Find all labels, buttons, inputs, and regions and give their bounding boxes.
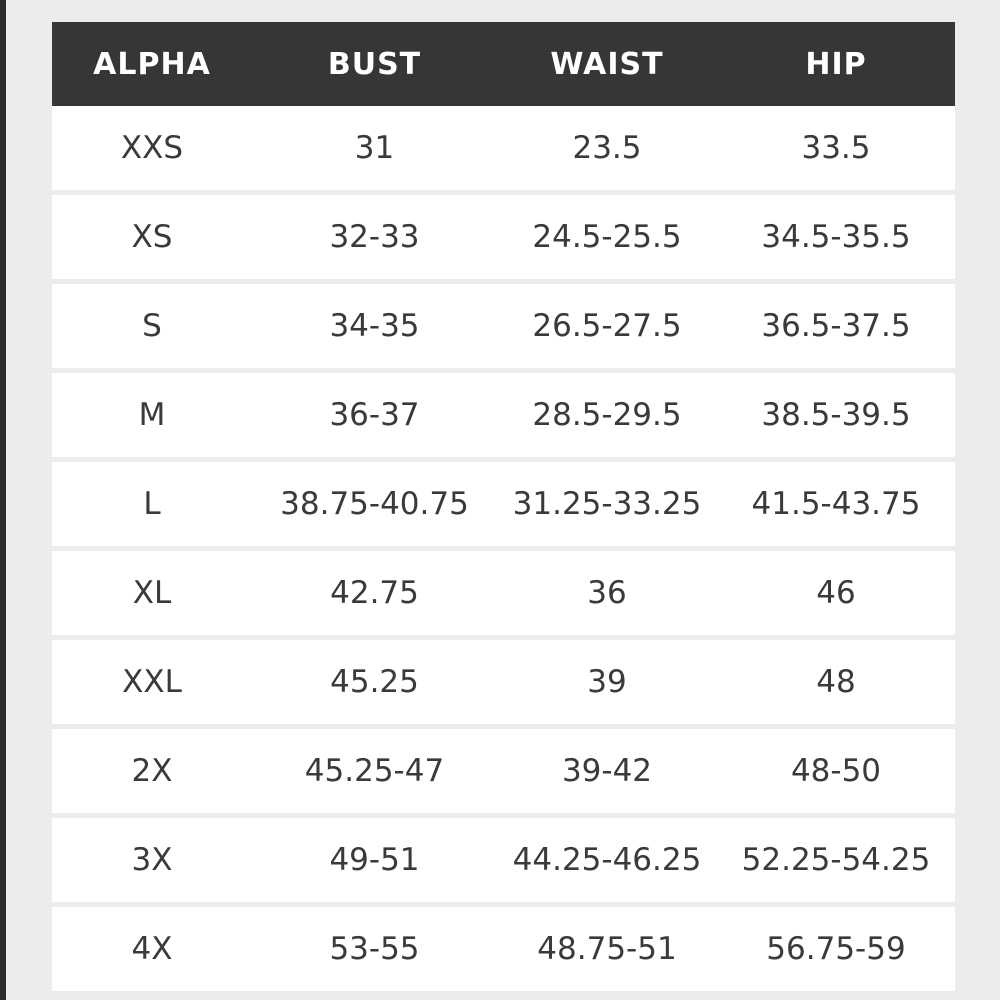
cell-alpha: XL <box>52 551 252 640</box>
cell-waist: 24.5-25.5 <box>497 195 717 284</box>
cell-waist: 39-42 <box>497 729 717 818</box>
header-hip: HIP <box>717 22 955 106</box>
cell-bust: 32-33 <box>252 195 497 284</box>
table-header <box>52 22 955 106</box>
cell-waist: 36 <box>497 551 717 640</box>
cell-hip: 52.25-54.25 <box>717 818 955 907</box>
size-chart-table <box>52 22 955 991</box>
cell-alpha: XXS <box>52 106 252 195</box>
cell-bust: 34-35 <box>252 284 497 373</box>
table-body <box>52 106 955 991</box>
cell-waist: 39 <box>497 640 717 729</box>
cell-bust: 45.25-47 <box>252 729 497 818</box>
table-row <box>52 284 955 373</box>
cell-hip: 48 <box>717 640 955 729</box>
cell-alpha: S <box>52 284 252 373</box>
cell-hip: 36.5-37.5 <box>717 284 955 373</box>
header-row <box>52 22 955 106</box>
cell-bust: 45.25 <box>252 640 497 729</box>
table-row <box>52 551 955 640</box>
cell-waist: 26.5-27.5 <box>497 284 717 373</box>
cell-waist: 31.25-33.25 <box>497 462 717 551</box>
cell-hip: 33.5 <box>717 106 955 195</box>
cell-bust: 38.75-40.75 <box>252 462 497 551</box>
cell-hip: 38.5-39.5 <box>717 373 955 462</box>
header-alpha: ALPHA <box>52 22 252 106</box>
table-row <box>52 106 955 195</box>
cell-alpha: XXL <box>52 640 252 729</box>
cell-alpha: XS <box>52 195 252 284</box>
table-row <box>52 818 955 907</box>
cell-waist: 23.5 <box>497 106 717 195</box>
cell-hip: 34.5-35.5 <box>717 195 955 284</box>
cell-bust: 31 <box>252 106 497 195</box>
cell-alpha: 2X <box>52 729 252 818</box>
cell-waist: 44.25-46.25 <box>497 818 717 907</box>
table-row <box>52 462 955 551</box>
left-edge-strip <box>0 0 6 1000</box>
cell-bust: 53-55 <box>252 907 497 991</box>
header-bust: BUST <box>252 22 497 106</box>
cell-bust: 36-37 <box>252 373 497 462</box>
cell-hip: 46 <box>717 551 955 640</box>
header-waist: WAIST <box>497 22 717 106</box>
cell-alpha: 3X <box>52 818 252 907</box>
cell-waist: 48.75-51 <box>497 907 717 991</box>
table-row <box>52 195 955 284</box>
cell-hip: 56.75-59 <box>717 907 955 991</box>
cell-alpha: 4X <box>52 907 252 991</box>
cell-bust: 49-51 <box>252 818 497 907</box>
cell-bust: 42.75 <box>252 551 497 640</box>
cell-hip: 41.5-43.75 <box>717 462 955 551</box>
cell-alpha: L <box>52 462 252 551</box>
table-row <box>52 640 955 729</box>
table-row <box>52 907 955 991</box>
table-row <box>52 373 955 462</box>
cell-hip: 48-50 <box>717 729 955 818</box>
table-row <box>52 729 955 818</box>
cell-waist: 28.5-29.5 <box>497 373 717 462</box>
cell-alpha: M <box>52 373 252 462</box>
